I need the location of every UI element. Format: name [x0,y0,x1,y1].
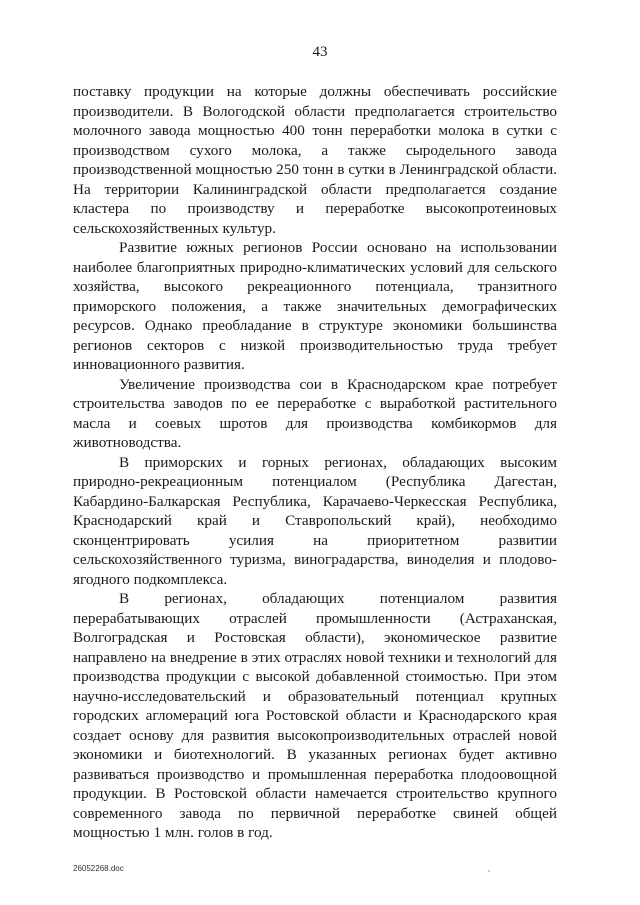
document-body [73,82,557,843]
paragraph-coastal-mountain-regions: В приморских и горных регионах, обладающих высоким природно-рекреационным потенциалом (Республика Дагестан, Кабардино-Балкарская Республика, Карачаево-Черкесская Республика, Краснодарский край и Ставропольский край), необходимо сконцентрировать усилия на приоритетном развитии сельскохозяйственного туризма, виноградарства, виноделия и плодово-ягодного подкомплекса. [73,453,557,588]
paragraph-continuation: поставку продукции на которые должны обеспечивать российские производители. В Вологодской области предполагается строительство молочного завода мощностью 400 тонн переработки молока в сутки с производством сухого молока, а также сыродельного завода производственной мощностью 250 тонн в сутки в Ленинградской области. На территории Калининградской области предполагается создание кластера по производству и переработке высокопротеиновых сельскохозяйственных культур. [73,83,557,237]
scan-speck [488,870,490,872]
paragraph-south-regions: Развитие южных регионов России основано на использовании наиболее благоприятных природно-климатических условий для сельского хозяйства, высокого рекреационного потенциала, транзитного приморского положения, а также значительных демографических ресурсов. Однако преобладание в структуре экономики большинства регионов секторов с низкой производительностью труда требует инновационного развития. [73,239,557,373]
page-number: 43 [312,44,328,60]
footer-filename: 26052268.doc [73,864,124,873]
paragraph-soy-production: Увеличение производства сои в Краснодарском крае потребует строительства заводов по ее переработке с выработкой растительного масла и соевых шротов для производства комбикормов для животноводства. [73,375,557,451]
paragraph-processing-regions: В регионах, обладающих потенциалом развития перерабатывающих отраслей промышленности (Астраханская, Волгоградская и Ростовская области), экономическое развитие направлено на внедрение в этих отраслях новой техники и технологий для производства продукции с высокой добавленной стоимостью. При этом научно-исследовательский и образовательный потенциал крупных городских агломераций юга Ростовской области и Краснодарского края создает основу для развития высокопроизводительных отраслей новой экономики и биотехнологий. В указанных регионах будет активно развиваться производство и промышленная переработка плодоовощной продукции. В Ростовской области намечается строительство крупного современного завода по первичной переработке свиней общей мощностью 1 млн. голов в год. [73,590,557,841]
